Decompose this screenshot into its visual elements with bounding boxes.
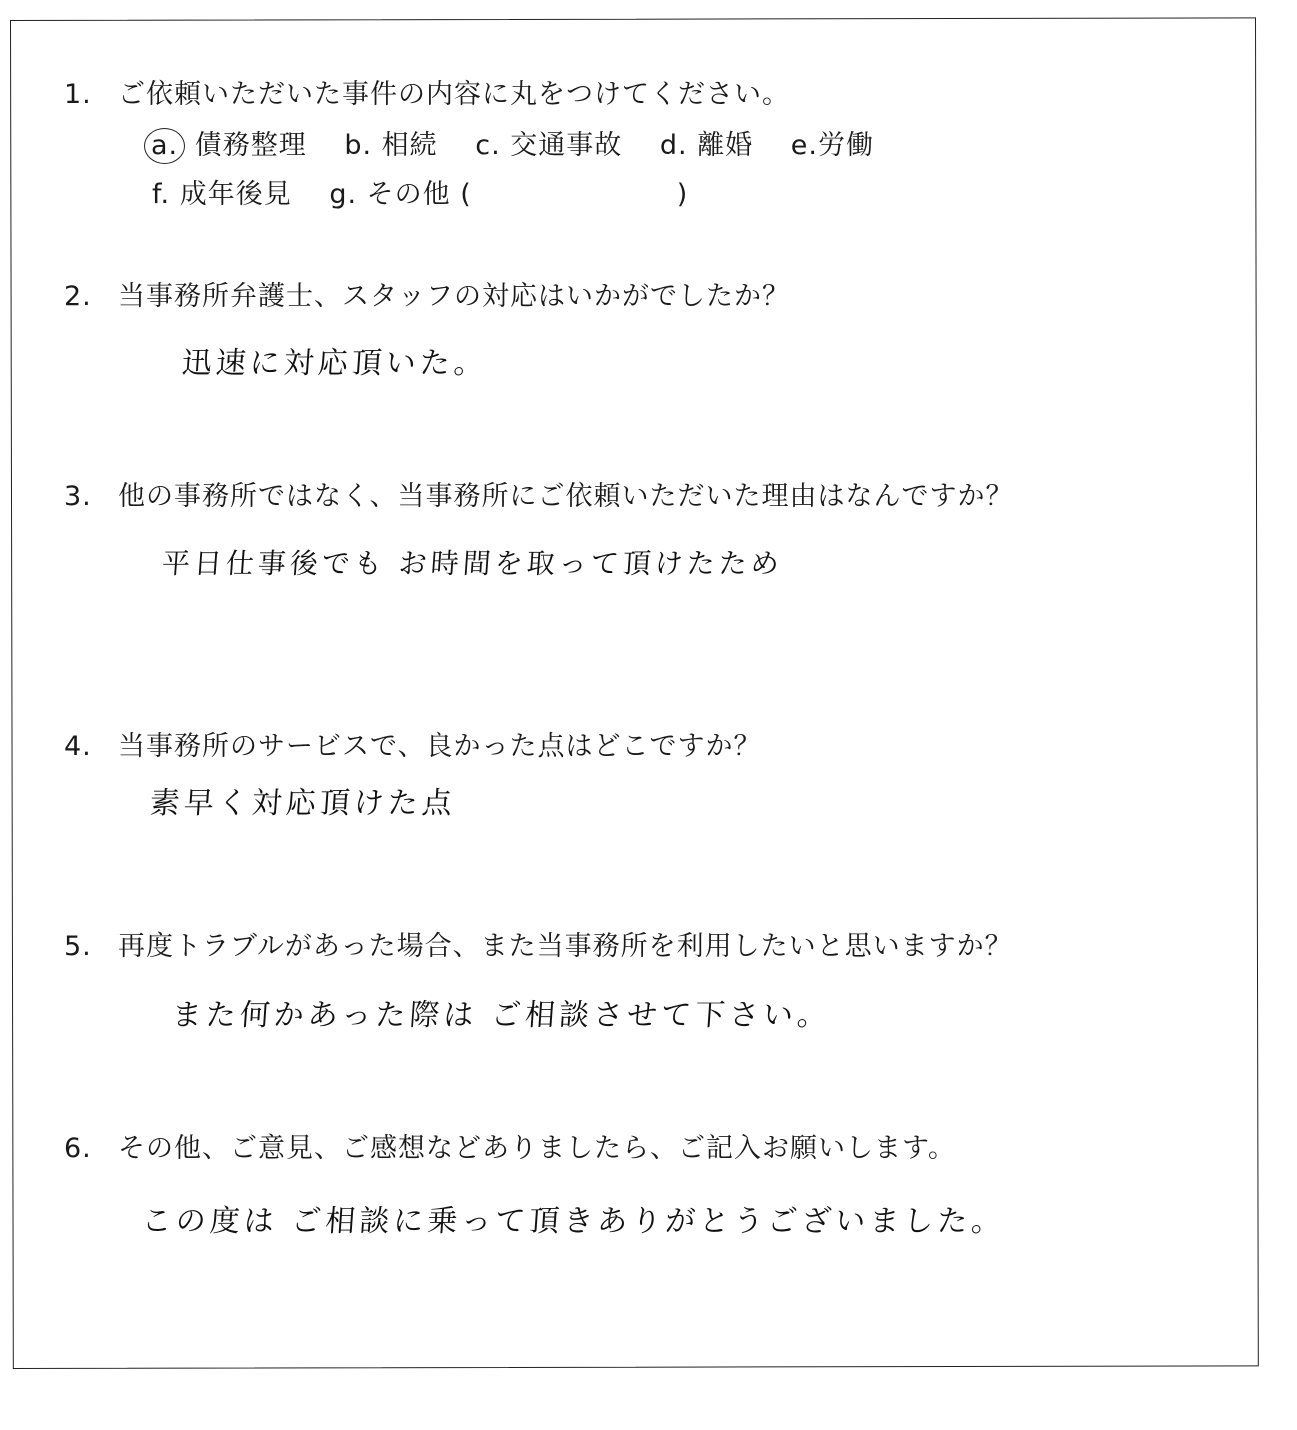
question-1 [64, 78, 790, 112]
question-number: 5. [64, 931, 92, 962]
option-letter: c. [475, 130, 501, 161]
question-text: その他、ご意見、ご感想などありましたら、ご記入お願いします。 [118, 1133, 956, 1164]
q1-options-row-2 [152, 178, 716, 212]
question-number: 2. [64, 281, 92, 312]
option-label: 相続 [381, 130, 438, 161]
question-text: 当事務所のサービスで、良かった点はどこですか？ [118, 731, 762, 762]
paren-open: ( [460, 179, 472, 210]
answer-5-handwritten: また何かあった際は ご相談させて下さい。 [170, 998, 833, 1033]
option-letter: e. [790, 130, 818, 161]
option-d [660, 129, 753, 163]
question-text: 当事務所弁護士、スタッフの対応はいかがでしたか？ [118, 281, 790, 312]
answer-4-handwritten: 素早く対応頂けた点 [148, 786, 457, 821]
answer-3-handwritten: 平日仕事後でも お時間を取って頂けたため [160, 547, 784, 580]
option-letter: d. [659, 130, 688, 161]
question-text: ご依頼いただいた事件の内容に丸をつけてください。 [118, 79, 790, 110]
option-label: 離婚 [697, 130, 754, 161]
question-3 [64, 480, 1013, 514]
answer-2-handwritten: 迅速に対応頂いた。 [180, 346, 489, 381]
question-number: 1. [64, 79, 92, 110]
question-5 [64, 930, 1013, 964]
question-text: 他の事務所ではなく、当事務所にご依頼いただいた理由はなんですか？ [118, 481, 1014, 512]
question-number: 3. [64, 481, 92, 512]
paren-close: ) [676, 179, 689, 210]
question-2 [64, 280, 790, 314]
survey-sheet [10, 17, 1259, 1369]
option-e [791, 129, 874, 163]
q1-options-row-1 [152, 128, 902, 164]
option-label: 債務整理 [194, 130, 307, 161]
option-a [152, 128, 307, 164]
option-letter: f. [152, 179, 171, 210]
question-number: 6. [64, 1133, 92, 1164]
question-number: 4. [64, 731, 92, 762]
option-label: 交通事故 [510, 130, 623, 161]
option-letter: b. [344, 130, 373, 161]
question-4 [64, 730, 761, 764]
option-label: その他 [366, 179, 451, 210]
option-label: 労働 [818, 130, 874, 161]
question-text: 再度トラブルがあった場合、また当事務所を利用したいと思いますか？ [118, 931, 1013, 962]
option-b [344, 129, 437, 163]
question-6 [64, 1132, 956, 1166]
option-letter-circled: a. [144, 128, 185, 164]
option-g [329, 178, 688, 212]
option-letter: g. [329, 179, 358, 210]
option-f [152, 178, 292, 212]
option-label: 成年後見 [179, 179, 292, 210]
answer-6-handwritten: この度は ご相談に乗って頂きありがとうございました。 [140, 1204, 1007, 1239]
option-c [475, 129, 622, 163]
